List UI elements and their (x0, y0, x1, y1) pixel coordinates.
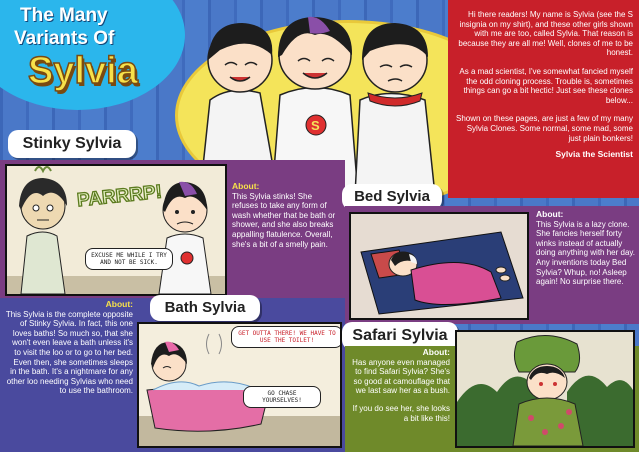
intro-paragraph-2: As a mad scientist, I've somewhat fancied myself the odd cloning process. Trouble is, sometimes things can go a bit hectic! Just see these clones below... (459, 66, 633, 105)
safari-scene (457, 332, 633, 446)
intro-box (448, 0, 639, 198)
title-name: Sylvia (28, 50, 138, 92)
bed-about-label: About: (536, 209, 564, 219)
bath-badge: Bath Sylvia (150, 295, 260, 321)
intro-signature: Sylvia the Scientist (555, 149, 633, 160)
stinky-scene (7, 166, 225, 294)
bath-about-label: About: (105, 299, 133, 309)
title-block (0, 0, 175, 110)
safari-about-label: About: (422, 347, 450, 357)
title-line1: The Many (20, 5, 108, 26)
safari-about-text-1: Has anyone even managed to find Safari Sylvia? She's so good at camouflage that we last saw her as a bush. (352, 357, 450, 396)
title-line2: Variants Of (14, 28, 115, 49)
bed-badge: Bed Sylvia (342, 184, 442, 210)
stinky-about-text: This Sylvia stinks! She refuses to take any form of wash whether that be bath or shower, and she also breaks appalling flatulence. Overall, she's a bit of a smelly pain. (232, 191, 336, 249)
stinky-badge: Stinky Sylvia (8, 130, 136, 158)
intro-paragraph-3: Shown on these pages, are just a few of my many Sylvia Clones. Some normal, some mad, some just plain bonkers! (456, 114, 633, 143)
stinky-about-label: About: (232, 181, 260, 191)
safari-badge: Safari Sylvia (342, 322, 458, 350)
stinky-panel (5, 164, 227, 296)
safari-panel (455, 330, 635, 448)
svg-text:S: S (311, 118, 320, 133)
bed-scene (351, 214, 527, 318)
stinky-sfx: PARRRP! (76, 181, 163, 212)
bath-panel (137, 322, 342, 448)
stinky-about (232, 182, 340, 249)
safari-about-text-2: If you do see her, she looks a bit like this! (352, 403, 450, 423)
bed-about (536, 210, 636, 287)
bath-about-text: This Sylvia is the complete opposite of Stinky Sylvia. In fact, this one loves baths! So much so, that she won't even leave a bath unless it's to visit the loo or to go to her bed. Even then, she sometimes sleeps in the bath. It's a nightmare for any other loo needing Sylvias who need to use the bathroom. (5, 309, 133, 396)
bath-about (5, 300, 133, 396)
stinky-bubble: EXCUSE ME WHILE I TRY AND NOT BE SICK. (85, 248, 173, 270)
bed-panel (349, 212, 529, 320)
bed-about-text: This Sylvia is a lazy clone. She fancies herself forty winks instead of actually doing anything with her day. Any inventions today Bed Sylvia? Whup, no! Asleep again! No surprise there. (536, 219, 636, 287)
bath-bubble-1: GET OUTTA THERE! WE HAVE TO USE THE TOILET! (231, 326, 342, 348)
bath-bubble-2: GO CHASE YOURSELVES! (243, 386, 321, 408)
safari-about (350, 348, 450, 423)
intro-paragraph-1: Hi there readers! My name is Sylvia (see the S insignia on my shirt), and these other girls shown with me are too, called Sylvia. That reason is because they are all me! Well, clones of me to be honest. (458, 10, 633, 58)
